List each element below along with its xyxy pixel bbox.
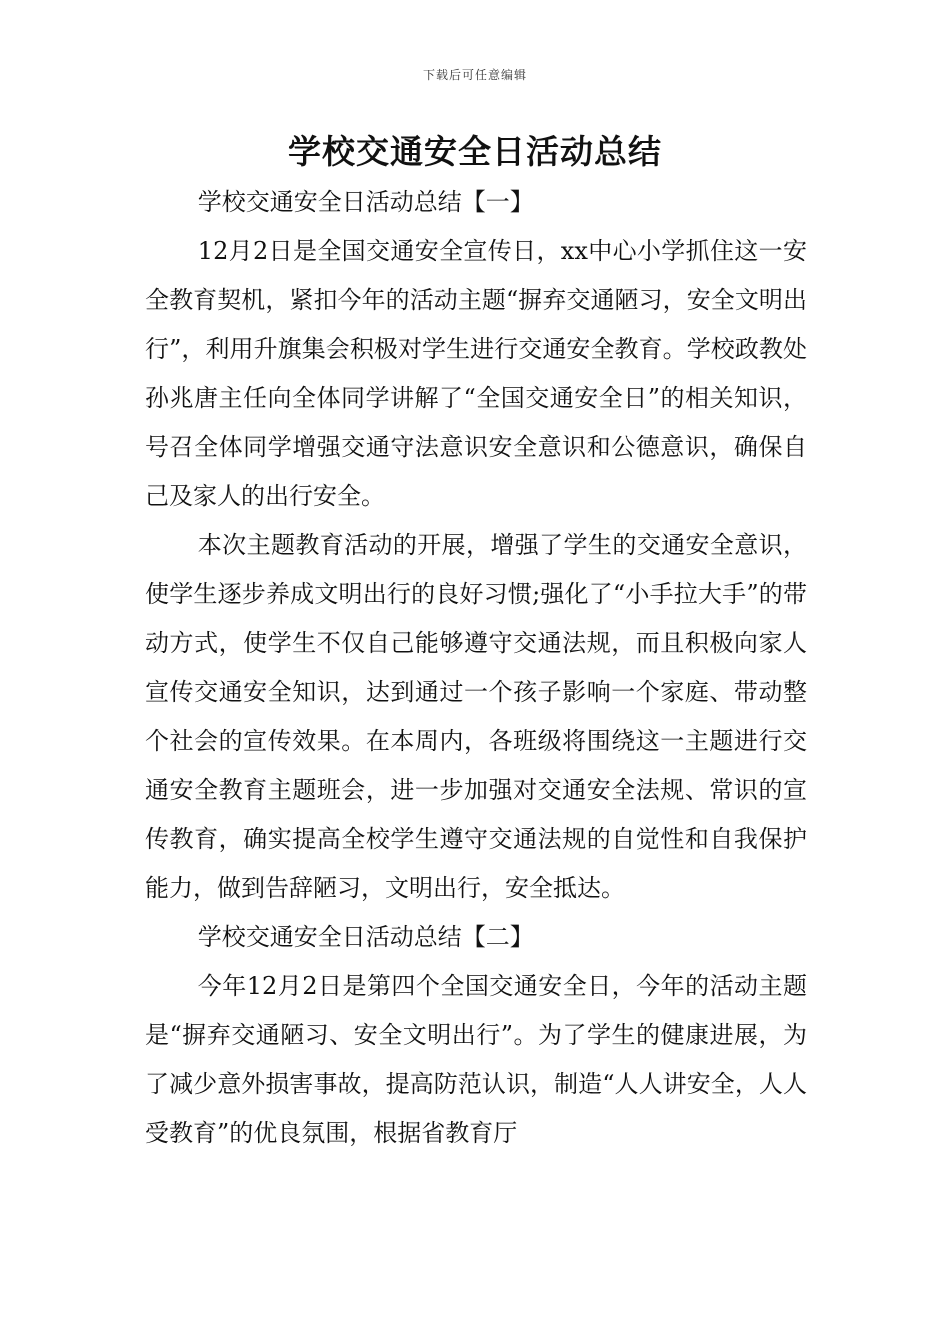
- paragraph: 本次主题教育活动的开展，增强了学生的交通安全意识，使学生逐步养成文明出行的良好习惯;强化了“小手拉大手”的带动方式，使学生不仅自己能够遵守交通法规，而且积极向家人宣传交通安全知识，达到通过一个孩子影响一个家庭、带动整个社会的宣传效果。在本周内，各班级将围绕这一主题进行交通安全教育主题班会，进一步加强对交通安全法规、常识的宣传教育，确实提高全校学生遵守交通法规的自觉性和自我保护能力，做到告辞陋习，文明出行，安全抵达。: [145, 531, 807, 902]
- paragraph: 12月2日是全国交通安全宣传日，xx中心小学抓住这一安全教育契机，紧扣今年的活动主题“摒弃交通陋习，安全文明出行”，利用升旗集会积极对学生进行交通安全教育。学校政教处孙兆唐主任向全体同学讲解了“全国交通安全日”的相关知识，号召全体同学增强交通守法意识安全意识和公德意识，确保自己及家人的出行安全。: [145, 237, 807, 510]
- header-note: 下载后可任意编辑: [422, 68, 527, 82]
- section-heading: 学校交通安全日活动总结【一】: [197, 188, 534, 216]
- paragraph: 今年12月2日是第四个全国交通安全日，今年的活动主题是“摒弃交通陋习、安全文明出行”。为了学生的健康进展，为了减少意外损害事故，提高防范认识，制造“人人讲安全，人人受教育”的优良氛围，根据省教育厅: [145, 972, 807, 1147]
- document-title: 学校交通安全日活动总结: [288, 132, 662, 171]
- section-heading: 学校交通安全日活动总结【二】: [197, 923, 534, 951]
- document-body: [145, 178, 807, 1158]
